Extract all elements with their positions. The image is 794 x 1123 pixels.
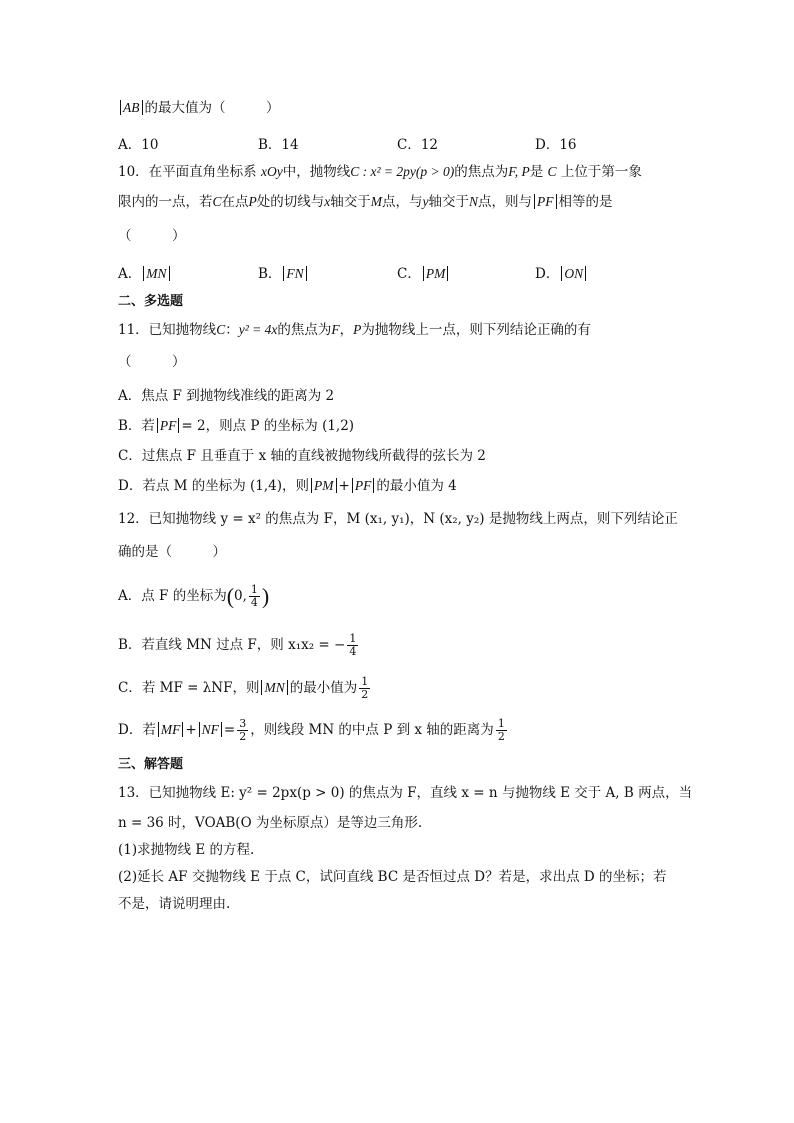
q11-text: ， [339,322,354,338]
q11-option-b [118,416,354,436]
section-multiple-choice: 二、多选题 [118,294,184,309]
q12-option-b [118,633,360,658]
q11-line-2: （ ） [118,354,186,370]
q11-text: 为抛物线上一点，则下列结论正确的有 [361,322,591,338]
q11-option-a: A．焦点 F 到抛物线准线的距离为 2 [118,388,335,404]
q10-x: x [324,194,331,209]
abs-nf: NF [199,722,222,737]
q11-equation: y² = 4x [238,322,278,337]
abs-on: ON [561,266,586,281]
abs-fn: FN [283,266,306,281]
right-paren: ) [261,583,270,609]
abs-pm: PM [311,478,337,493]
q10-fp: F, P [508,164,530,179]
numerator: 1 [250,583,258,596]
option-text: C．若 MF = λNF，则 [118,680,260,696]
q10-text: 相等的是 [558,194,613,210]
q11-c: C [216,322,226,337]
option-label: A． [118,266,142,282]
option-text: ，则线段 MN 的中点 P 到 x 轴的距离为 [250,722,494,738]
fraction [347,633,358,658]
q10-text: 是 [529,164,544,180]
abs-mn: MN [261,680,287,695]
option-text: = 2，则点 P 的坐标为 (1,2) [181,418,355,434]
q10-text: 轴交于 [428,194,470,210]
q11-text: ： [225,322,239,338]
q10-line-1 [118,162,642,182]
q10-c: C [212,194,222,209]
abs-mn: MN [143,266,169,281]
fraction [237,718,248,743]
q10-line-2 [118,192,613,212]
q10-text: 在点 [221,194,249,210]
abs-pf: PF [157,418,180,433]
section-free-response: 三、解答题 [118,757,184,772]
option-text: D．若 [118,722,156,738]
numerator: 1 [349,632,357,645]
q13-line-1: 13．已知抛物线 E: y² = 2px(p > 0) 的焦点为 F，直线 x = n 与抛物线 E 交于 A, B 两点，当 [118,785,693,801]
option-text: 的最小值为 4 [376,478,457,494]
q12-option-a [118,584,269,609]
option-label: D． [535,266,560,282]
q9-tail-text: 的最大值为（ ） [144,100,280,116]
q11-option-d [118,476,457,496]
q11-f: F [331,322,340,337]
q12-line-2: 确的是（ ） [118,544,226,560]
q11-option-c: C．过焦点 F 且垂直于 x 轴的直线被抛物线所截得的弦长为 2 [118,448,486,464]
q12-option-d [118,718,509,743]
option-label: B． [258,266,282,282]
q10-text: 中，抛物线 [282,164,351,180]
q10-option-b [258,262,309,282]
denominator: 2 [361,688,369,701]
q10-option-d [535,262,588,282]
denominator: 4 [250,596,258,609]
plus-sign: + [185,722,197,738]
numerator: 1 [497,717,505,730]
q12-option-c [118,676,372,701]
option-text: A．点 F 的坐标为 [118,588,227,604]
q9-option-c: C．12 [397,137,439,153]
q11-text: 的焦点为 [277,322,332,338]
q10-text: 处的切线与 [256,194,325,210]
q10-n: N [469,194,479,209]
q13-line-2: n = 36 时，VOAB(O 为坐标原点）是等边三角形. [118,815,423,831]
q10-text: 点，与 [382,194,423,210]
q10-p: P [248,194,257,209]
abs-mf: MF [158,722,184,737]
numerator: 3 [239,717,247,730]
option-label: C． [397,266,421,282]
plus-sign: + [338,478,350,494]
coord-prefix: 0, [234,588,247,604]
q10-text: 点，则与 [478,194,533,210]
q11-p: P [353,322,362,337]
denominator: 2 [497,730,505,743]
q10-option-c [397,262,450,282]
left-paren: ( [226,583,235,609]
q9-option-d: D．16 [535,137,577,153]
fraction [249,584,260,609]
q9-option-b: B．14 [258,137,299,153]
q10-equation: C : x² = 2py(p > 0) [350,164,455,179]
q12-line-1: 12．已知抛物线 y = x² 的焦点为 F，M (x₁, y₁)，N (x₂, y₂) 是抛物线上两点，则下列结论正 [118,511,678,527]
abs-pf: PF [352,478,375,493]
q13-part-1: (1)求抛物线 E 的方程. [118,842,255,858]
q10-text: 限内的一点，若 [118,194,213,210]
q11-line-1 [118,320,591,340]
q13-part-2-line-1: (2)延长 AF 交抛物线 E 于点 C，试问直线 BC 是否恒过点 D？若是，求出点 D 的坐标；若 [118,869,667,885]
q10-line-3: （ ） [118,228,186,244]
denominator: 4 [349,645,357,658]
q10-y: y [422,194,429,209]
q10-m: M [370,194,383,209]
q10-c: C [547,164,557,179]
option-text: B．若 [118,418,155,434]
q11-text: 11．已知抛物线 [118,322,217,338]
equals-sign: = [223,722,236,738]
q10-text: 上位于第一象 [560,164,642,180]
fraction [496,718,507,743]
fraction [359,676,370,701]
option-text: B．若直线 MN 过点 F，则 x₁x₂ = − [118,637,346,653]
q9-tail [118,98,280,118]
abs-pm: PM [423,266,449,281]
abs-pf: PF [534,194,557,209]
q13-part-2-line-2: 不是，请说明理由. [118,896,231,912]
q9-option-a: A．10 [118,137,159,153]
option-text: 的最小值为 [289,680,358,696]
q10-text: 轴交于 [330,194,371,210]
q10-text: 的焦点为 [454,164,509,180]
q10-text: 10．在平面直角坐标系 [118,164,257,180]
denominator: 2 [239,730,247,743]
abs-ab: AB [120,100,143,115]
q10-xoy: xOy [260,164,283,179]
numerator: 1 [361,675,369,688]
option-text: D．若点 M 的坐标为 (1,4)，则 [118,478,310,494]
q10-option-a [118,262,172,282]
